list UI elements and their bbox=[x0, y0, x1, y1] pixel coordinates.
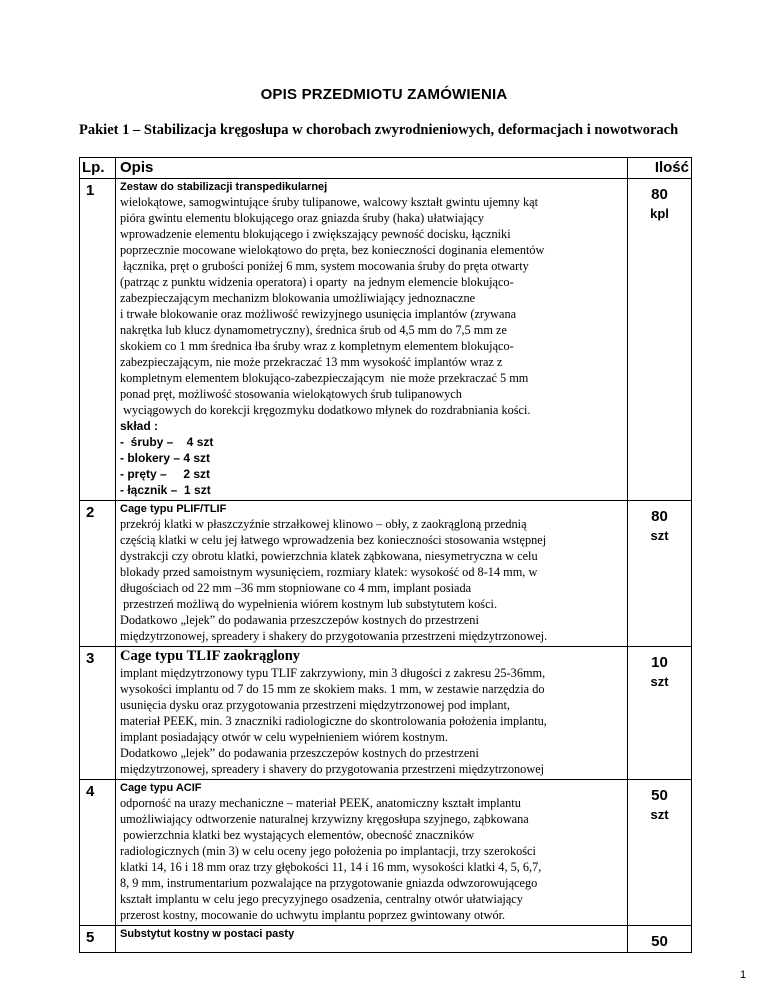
header-ilosc: Ilość bbox=[628, 158, 692, 179]
quantity-value: 10 bbox=[651, 654, 668, 671]
row-quantity bbox=[628, 926, 692, 953]
description-line: zabezpieczającym, nie może przekraczać 13 mm wysokość implantów wraz z bbox=[120, 355, 503, 369]
description-line: kompletnym elementem blokująco-zabezpieczającym nie może przekraczać 5 mm bbox=[120, 371, 529, 385]
description-line: implant posiadający otwór w celu wypełnieniem wiórem kostnym. bbox=[120, 730, 448, 744]
page-number: 1 bbox=[740, 969, 747, 981]
row-quantity bbox=[628, 647, 692, 780]
row-lp: 4 bbox=[80, 780, 116, 926]
description-line: wprowadzenie elementu blokującego i zwiększający pewność docisku, łączniki bbox=[120, 227, 511, 241]
description-line: wysokości implantu od 7 do 15 mm ze skokiem maks. 1 mm, w zestawie narzędzia do bbox=[120, 682, 545, 696]
description-line: powierzchnia klatki bez wystających elementów, obecność znaczników bbox=[120, 828, 475, 842]
item-title: Zestaw do stabilizacji transpedikularnej bbox=[120, 181, 328, 193]
description-line: zabezpieczającym mechanizm blokowania umożliwiający jednoznaczne bbox=[120, 291, 476, 305]
description-line: skokiem co 1 mm średnica łba śruby wraz z kompletnym elementem blokująco- bbox=[120, 339, 514, 353]
item-title: Cage typu TLIF zaokrąglony bbox=[120, 648, 301, 664]
table-body bbox=[80, 179, 692, 953]
description-line: częścią klatki w celu jej łatwego wprowadzenia bez konieczności stosowania wstępnej bbox=[120, 533, 547, 547]
table-row bbox=[80, 926, 692, 953]
row-lp: 3 bbox=[80, 647, 116, 780]
quantity-unit: kpl bbox=[650, 206, 669, 221]
quantity-value: 50 bbox=[651, 787, 668, 804]
description-line: wyciągowych do korekcji kręgozmyku dodatkowo młynek do rozdrabniania kości. bbox=[120, 403, 531, 417]
description-line: pióra gwintu elementu blokującego oraz gniazda śruby (haka) ułatwiający bbox=[120, 211, 484, 225]
description-line: ponad pręt, możliwość stosowania wielokątowych śrub tulipanowych bbox=[120, 387, 462, 401]
quantity-unit: szt bbox=[650, 674, 669, 689]
pakiet-heading: Pakiet 1 – Stabilizacja kręgosłupa w chorobach zwyrodnieniowych, deformacjach i nowotworach bbox=[79, 122, 679, 138]
row-description bbox=[116, 179, 628, 501]
description-line: klatki 14, 16 i 18 mm oraz trzy głębokości 11, 14 i 16 mm, wysokości klatki 4, 5, 6,7, bbox=[120, 860, 542, 874]
header-opis: Opis bbox=[116, 158, 628, 179]
table-row bbox=[80, 647, 692, 780]
quantity-value: 80 bbox=[651, 508, 668, 525]
description-line: przekrój klatki w płaszczyźnie strzałkowej klinowo – obły, z zaokrągloną przednią bbox=[120, 517, 527, 531]
item-title: Cage typu PLIF/TLIF bbox=[120, 503, 227, 515]
page-title: OPIS PRZEDMIOTU ZAMÓWIENIA bbox=[260, 86, 508, 103]
item-description-text bbox=[120, 516, 623, 644]
description-line: (patrząc z punktu widzenia operatora) i oparty na jednym elemencie blokująco- bbox=[120, 275, 514, 289]
quantity-value: 50 bbox=[651, 933, 668, 950]
quantity-unit: szt bbox=[650, 807, 669, 822]
table-header-row bbox=[80, 158, 692, 179]
description-line: 8, 9 mm, instrumentarium pozwalające na przygotowanie gniazda odwzorowującego bbox=[120, 876, 538, 890]
description-line: implant międzytrzonowy typu TLIF zakrzywiony, min 3 długości z zakresu 25-36mm, bbox=[120, 666, 546, 680]
row-quantity bbox=[628, 501, 692, 647]
item-composition bbox=[120, 418, 623, 498]
description-line: Dodatkowo „lejek” do podawania przeszczepów kostnych do przestrzeni bbox=[120, 746, 479, 760]
description-line: radiologicznych (min 3) w celu oceny jego położenia po implantacji, trzy szerokości bbox=[120, 844, 536, 858]
row-lp: 1 bbox=[80, 179, 116, 501]
composition-line: skład : bbox=[120, 419, 159, 433]
description-line: usunięcia dysku oraz przygotowania przestrzeni międzytrzonowej pod implant, bbox=[120, 698, 510, 712]
description-line: przerost kostny, mocowanie do uchwytu implantu poprzez gwintowany otwór. bbox=[120, 908, 506, 922]
description-line: Dodatkowo „lejek” do podawania przeszczepów kostnych do przestrzeni bbox=[120, 613, 479, 627]
quantity-unit: szt bbox=[650, 528, 669, 543]
table-row bbox=[80, 780, 692, 926]
item-description-text bbox=[120, 665, 623, 777]
description-line: umożliwiający odtworzenie naturalnej krzywizny kręgosłupa szyjnego, ząbkowana bbox=[120, 812, 529, 826]
description-line: poprzecznie mocowane wielokątowo do pręta, bez konieczności doginania elementów bbox=[120, 243, 545, 257]
description-line: międzytrzonowej, spreadery i shavery do przygotowania przestrzeni międzytrzonowej bbox=[120, 762, 545, 776]
composition-line: - blokery – 4 szt bbox=[120, 451, 211, 465]
item-title: Substytut kostny w postaci pasty bbox=[120, 928, 295, 940]
description-line: wielokątowe, samogwintujące śruby tulipanowe, walcowy kształt gwintu ujemny kąt bbox=[120, 195, 538, 209]
description-line: przestrzeń możliwą do wypełnienia wiórem kostnym lub substytutem kości. bbox=[120, 597, 498, 611]
composition-line: - śruby – 4 szt bbox=[120, 435, 214, 449]
specification-table bbox=[79, 157, 692, 953]
description-line: długościach od 22 mm –36 mm stopniowane co 4 mm, implant posiada bbox=[120, 581, 472, 595]
item-title: Cage typu ACIF bbox=[120, 782, 202, 794]
description-line: kształt implantu w celu jego precyzyjnego osadzenia, centralny otwór ułatwiający bbox=[120, 892, 523, 906]
row-lp: 2 bbox=[80, 501, 116, 647]
row-description bbox=[116, 501, 628, 647]
row-description bbox=[116, 780, 628, 926]
row-description bbox=[116, 647, 628, 780]
item-description-text bbox=[120, 795, 623, 923]
row-quantity bbox=[628, 780, 692, 926]
description-line: międzytrzonowej, spreadery i shakery do przygotowania przestrzeni międzytrzonowej. bbox=[120, 629, 548, 643]
table-row bbox=[80, 501, 692, 647]
composition-line: - pręty – 2 szt bbox=[120, 467, 211, 481]
description-line: materiał PEEK, min. 3 znaczniki radiologiczne do skontrolowania położenia implantu, bbox=[120, 714, 547, 728]
row-quantity bbox=[628, 179, 692, 501]
description-line: blokady przed samoistnym wysunięciem, rozmiary klatek: wysokość od 8-14 mm, w bbox=[120, 565, 538, 579]
quantity-value: 80 bbox=[651, 186, 668, 203]
table-row bbox=[80, 179, 692, 501]
row-lp: 5 bbox=[80, 926, 116, 953]
description-line: odporność na urazy mechaniczne – materiał PEEK, anatomiczny kształt implantu bbox=[120, 796, 521, 810]
header-lp: Lp. bbox=[80, 158, 116, 179]
description-line: łącznika, pręt o grubości poniżej 6 mm, system mocowania śruby do pręta otwarty bbox=[120, 259, 529, 273]
item-description-text bbox=[120, 194, 623, 418]
description-line: i trwałe blokowanie oraz możliwość rewizyjnego usunięcia implantów (zrywana bbox=[120, 307, 517, 321]
composition-line: - łącznik – 1 szt bbox=[120, 483, 211, 497]
row-description bbox=[116, 926, 628, 953]
description-line: dystrakcji czy obrotu klatki, powierzchnia klatek ząbkowana, niesymetryczna w celu bbox=[120, 549, 538, 563]
description-line: nakrętka lub klucz dynamometryczny), średnica śrub od 4,5 mm do 7,5 mm ze bbox=[120, 323, 507, 337]
